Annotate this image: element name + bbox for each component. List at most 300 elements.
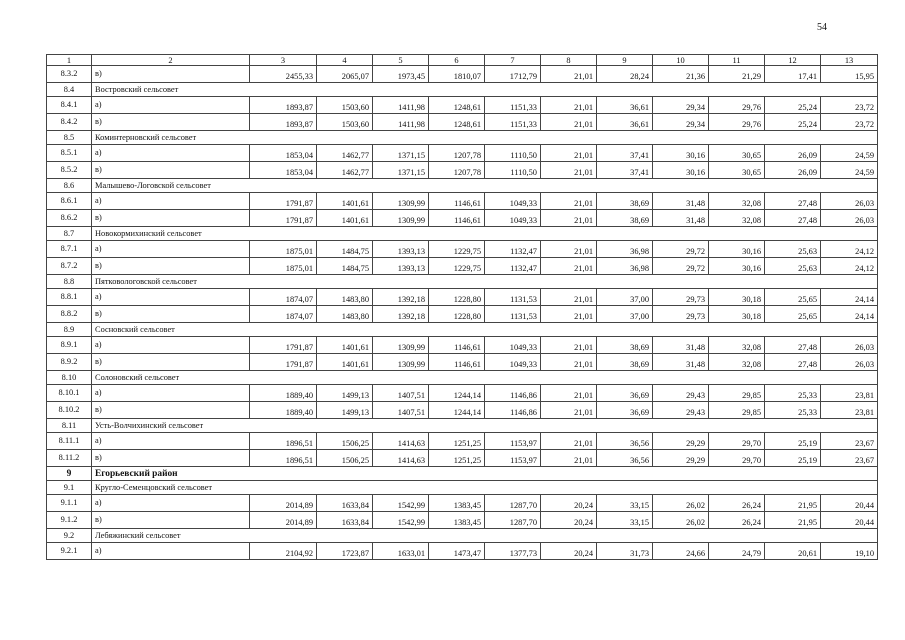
value-cell: 1401,61 [317,337,373,354]
value-cell: 26,03 [821,337,878,354]
value-cell: 1542,99 [373,495,429,512]
value-cell: 15,95 [821,66,878,83]
value-cell: 21,01 [541,450,597,467]
section-header-row [47,83,878,97]
value-cell: 1414,63 [373,433,429,450]
value-cell: 23,81 [821,402,878,419]
value-cell: 24,12 [821,241,878,258]
value-cell: 1309,99 [373,354,429,371]
value-cell: 29,43 [653,385,709,402]
table-row [47,354,878,371]
column-header: 7 [485,55,541,66]
value-cell: 1462,77 [317,145,373,162]
section-name: Востровский сельсовет [92,83,878,97]
value-cell: 1483,80 [317,289,373,306]
value-cell: 1473,47 [429,543,485,560]
value-cell: 21,01 [541,306,597,323]
value-cell: 1791,87 [250,210,317,227]
value-cell: 1407,51 [373,385,429,402]
table-row [47,495,878,512]
row-label: а) [92,543,250,560]
value-cell: 1893,87 [250,97,317,114]
value-cell: 17,41 [765,66,821,83]
value-cell: 26,03 [821,193,878,210]
value-cell: 21,29 [709,66,765,83]
section-code: 8.6 [47,179,92,193]
value-cell: 1853,04 [250,162,317,179]
value-cell: 37,00 [597,289,653,306]
value-cell: 1506,25 [317,450,373,467]
value-cell: 1484,75 [317,241,373,258]
value-cell: 1146,61 [429,210,485,227]
value-cell: 1499,13 [317,385,373,402]
section-header-row [47,419,878,433]
row-label: а) [92,145,250,162]
value-cell: 32,08 [709,210,765,227]
value-cell: 37,41 [597,162,653,179]
value-cell: 21,01 [541,193,597,210]
value-cell: 37,41 [597,145,653,162]
value-cell: 30,65 [709,162,765,179]
table-row [47,306,878,323]
value-cell: 1146,86 [485,385,541,402]
column-header: 10 [653,55,709,66]
value-cell: 1110,50 [485,145,541,162]
value-cell: 30,18 [709,289,765,306]
section-name: Пятковологовской сельсовет [92,275,878,289]
column-header: 3 [250,55,317,66]
value-cell: 1503,60 [317,114,373,131]
value-cell: 29,70 [709,433,765,450]
value-cell: 1810,07 [429,66,485,83]
value-cell: 1049,33 [485,210,541,227]
row-code: 8.11.1 [47,433,92,450]
value-cell: 1110,50 [485,162,541,179]
value-cell: 20,44 [821,512,878,529]
row-label: в) [92,114,250,131]
table-row [47,450,878,467]
value-cell: 30,16 [653,162,709,179]
value-cell: 1248,61 [429,114,485,131]
value-cell: 24,12 [821,258,878,275]
value-cell: 2065,07 [317,66,373,83]
value-cell: 1896,51 [250,450,317,467]
value-cell: 21,01 [541,210,597,227]
value-cell: 36,56 [597,433,653,450]
value-cell: 1371,15 [373,162,429,179]
section-name: Новокормихинский сельсовет [92,227,878,241]
value-cell: 24,66 [653,543,709,560]
value-cell: 21,01 [541,114,597,131]
value-cell: 1411,98 [373,97,429,114]
value-cell: 1633,01 [373,543,429,560]
value-cell: 38,69 [597,193,653,210]
value-cell: 2014,89 [250,495,317,512]
value-cell: 29,34 [653,114,709,131]
value-cell: 21,01 [541,66,597,83]
column-header: 1 [47,55,92,66]
value-cell: 25,19 [765,433,821,450]
value-cell: 24,14 [821,289,878,306]
value-cell: 1392,18 [373,289,429,306]
value-cell: 1151,33 [485,97,541,114]
row-code: 9.1.2 [47,512,92,529]
table-row [47,193,878,210]
row-code: 9.2.1 [47,543,92,560]
value-cell: 23,81 [821,385,878,402]
section-name: Сосновский сельсовет [92,323,878,337]
row-label: в) [92,66,250,83]
value-cell: 36,69 [597,402,653,419]
row-label: в) [92,258,250,275]
value-cell: 20,24 [541,495,597,512]
value-cell: 1244,14 [429,385,485,402]
value-cell: 30,65 [709,145,765,162]
value-cell: 38,69 [597,354,653,371]
row-code: 8.8.2 [47,306,92,323]
section-name: Усть-Волчихинский сельсовет [92,419,878,433]
value-cell: 1484,75 [317,258,373,275]
section-code: 8.5 [47,131,92,145]
value-cell: 23,72 [821,114,878,131]
row-label: в) [92,306,250,323]
row-code: 8.4.2 [47,114,92,131]
value-cell: 1853,04 [250,145,317,162]
section-code: 9.2 [47,529,92,543]
value-cell: 1229,75 [429,241,485,258]
row-label: а) [92,337,250,354]
value-cell: 1309,99 [373,193,429,210]
value-cell: 1401,61 [317,210,373,227]
value-cell: 27,48 [765,354,821,371]
value-cell: 1791,87 [250,337,317,354]
value-cell: 21,01 [541,241,597,258]
section-header-row [47,481,878,495]
value-cell: 29,76 [709,114,765,131]
value-cell: 21,95 [765,495,821,512]
value-cell: 1146,86 [485,402,541,419]
value-cell: 1207,78 [429,162,485,179]
section-code: 8.10 [47,371,92,385]
value-cell: 1049,33 [485,354,541,371]
row-label: а) [92,193,250,210]
value-cell: 25,33 [765,385,821,402]
value-cell: 29,73 [653,306,709,323]
row-code: 8.5.1 [47,145,92,162]
table-row [47,66,878,83]
value-cell: 25,63 [765,258,821,275]
value-cell: 24,14 [821,306,878,323]
table-row [47,512,878,529]
value-cell: 1228,80 [429,289,485,306]
value-cell: 1875,01 [250,241,317,258]
row-label: а) [92,495,250,512]
table-row [47,543,878,560]
value-cell: 36,61 [597,114,653,131]
value-cell: 20,44 [821,495,878,512]
value-cell: 1542,99 [373,512,429,529]
section-code: 8.11 [47,419,92,433]
row-label: а) [92,385,250,402]
value-cell: 1207,78 [429,145,485,162]
value-cell: 1712,79 [485,66,541,83]
value-cell: 1483,80 [317,306,373,323]
value-cell: 29,29 [653,450,709,467]
value-cell: 25,65 [765,306,821,323]
section-code: 9 [47,467,92,481]
value-cell: 29,85 [709,385,765,402]
value-cell: 1411,98 [373,114,429,131]
section-name: Кругло-Семенцовский сельсовет [92,481,878,495]
value-cell: 1146,61 [429,354,485,371]
value-cell: 33,15 [597,512,653,529]
value-cell: 1153,97 [485,450,541,467]
value-cell: 32,08 [709,193,765,210]
value-cell: 21,01 [541,258,597,275]
value-cell: 21,01 [541,162,597,179]
column-header: 11 [709,55,765,66]
section-name: Коминтерновский сельсовет [92,131,878,145]
value-cell: 31,48 [653,337,709,354]
value-cell: 29,73 [653,289,709,306]
value-cell: 1244,14 [429,402,485,419]
value-cell: 1893,87 [250,114,317,131]
value-cell: 1251,25 [429,433,485,450]
value-cell: 21,01 [541,289,597,306]
value-cell: 25,33 [765,402,821,419]
row-code: 8.11.2 [47,450,92,467]
row-code: 8.7.2 [47,258,92,275]
value-cell: 27,48 [765,337,821,354]
value-cell: 30,16 [709,258,765,275]
value-cell: 1153,97 [485,433,541,450]
value-cell: 31,73 [597,543,653,560]
value-cell: 36,61 [597,97,653,114]
column-header: 9 [597,55,653,66]
value-cell: 27,48 [765,193,821,210]
value-cell: 37,00 [597,306,653,323]
value-cell: 1251,25 [429,450,485,467]
value-cell: 1874,07 [250,289,317,306]
district-header-row [47,467,878,481]
value-cell: 26,24 [709,512,765,529]
value-cell: 31,48 [653,193,709,210]
table-row [47,114,878,131]
value-cell: 1377,73 [485,543,541,560]
value-cell: 30,16 [709,241,765,258]
value-cell: 26,09 [765,145,821,162]
section-code: 8.9 [47,323,92,337]
column-header: 12 [765,55,821,66]
section-header-row [47,131,878,145]
section-header-row [47,227,878,241]
column-header: 5 [373,55,429,66]
row-code: 8.9.2 [47,354,92,371]
row-code: 8.8.1 [47,289,92,306]
column-header: 8 [541,55,597,66]
value-cell: 1287,70 [485,512,541,529]
value-cell: 21,01 [541,433,597,450]
value-cell: 1875,01 [250,258,317,275]
value-cell: 25,19 [765,450,821,467]
value-cell: 1401,61 [317,193,373,210]
value-cell: 1132,47 [485,241,541,258]
row-label: в) [92,450,250,467]
row-code: 8.10.1 [47,385,92,402]
value-cell: 1132,47 [485,258,541,275]
value-cell: 20,24 [541,543,597,560]
value-cell: 1407,51 [373,402,429,419]
value-cell: 1499,13 [317,402,373,419]
value-cell: 26,03 [821,354,878,371]
value-cell: 26,02 [653,512,709,529]
value-cell: 1248,61 [429,97,485,114]
value-cell: 21,95 [765,512,821,529]
value-cell: 29,85 [709,402,765,419]
column-header: 6 [429,55,485,66]
value-cell: 29,29 [653,433,709,450]
value-cell: 38,69 [597,337,653,354]
row-label: а) [92,241,250,258]
value-cell: 1049,33 [485,193,541,210]
table-row [47,433,878,450]
value-cell: 29,70 [709,450,765,467]
value-cell: 30,18 [709,306,765,323]
value-cell: 30,16 [653,145,709,162]
row-label: а) [92,289,250,306]
value-cell: 1633,84 [317,495,373,512]
tariff-table [46,54,878,560]
value-cell: 25,63 [765,241,821,258]
value-cell: 1723,87 [317,543,373,560]
district-name: Егорьевский район [92,467,878,481]
value-cell: 21,01 [541,145,597,162]
value-cell: 32,08 [709,354,765,371]
value-cell: 23,72 [821,97,878,114]
value-cell: 1383,45 [429,512,485,529]
section-name: Солоновский сельсовет [92,371,878,385]
value-cell: 23,67 [821,450,878,467]
section-code: 9.1 [47,481,92,495]
section-header-row [47,371,878,385]
value-cell: 1973,45 [373,66,429,83]
value-cell: 1049,33 [485,337,541,354]
value-cell: 1309,99 [373,337,429,354]
value-cell: 26,09 [765,162,821,179]
value-cell: 23,67 [821,433,878,450]
value-cell: 21,36 [653,66,709,83]
value-cell: 1393,13 [373,241,429,258]
value-cell: 1503,60 [317,97,373,114]
row-code: 8.6.2 [47,210,92,227]
section-header-row [47,179,878,193]
column-header: 4 [317,55,373,66]
value-cell: 1287,70 [485,495,541,512]
section-header-row [47,275,878,289]
value-cell: 1131,53 [485,306,541,323]
page-number: 54 [817,22,827,33]
value-cell: 1896,51 [250,433,317,450]
value-cell: 1383,45 [429,495,485,512]
section-header-row [47,529,878,543]
value-cell: 1146,61 [429,193,485,210]
value-cell: 1392,18 [373,306,429,323]
value-cell: 21,01 [541,385,597,402]
table-row [47,162,878,179]
row-label: а) [92,433,250,450]
value-cell: 1309,99 [373,210,429,227]
value-cell: 26,02 [653,495,709,512]
table-row [47,241,878,258]
value-cell: 21,01 [541,337,597,354]
value-cell: 27,48 [765,210,821,227]
value-cell: 32,08 [709,337,765,354]
value-cell: 1414,63 [373,450,429,467]
column-header-row [47,55,878,66]
value-cell: 36,98 [597,258,653,275]
table-row [47,97,878,114]
value-cell: 1874,07 [250,306,317,323]
row-code: 8.3.2 [47,66,92,83]
row-label: в) [92,162,250,179]
value-cell: 26,03 [821,210,878,227]
row-label: в) [92,402,250,419]
row-code: 8.7.1 [47,241,92,258]
value-cell: 1393,13 [373,258,429,275]
value-cell: 25,65 [765,289,821,306]
row-code: 8.4.1 [47,97,92,114]
table-row [47,289,878,306]
row-label: в) [92,512,250,529]
value-cell: 1791,87 [250,193,317,210]
value-cell: 25,24 [765,114,821,131]
section-code: 8.4 [47,83,92,97]
value-cell: 33,15 [597,495,653,512]
value-cell: 26,24 [709,495,765,512]
value-cell: 1791,87 [250,354,317,371]
section-code: 8.7 [47,227,92,241]
value-cell: 1371,15 [373,145,429,162]
row-code: 9.1.1 [47,495,92,512]
section-code: 8.8 [47,275,92,289]
value-cell: 31,48 [653,210,709,227]
value-cell: 29,43 [653,402,709,419]
value-cell: 1229,75 [429,258,485,275]
table-row [47,402,878,419]
value-cell: 24,59 [821,145,878,162]
table-row [47,258,878,275]
value-cell: 36,56 [597,450,653,467]
value-cell: 2104,92 [250,543,317,560]
table-row [47,385,878,402]
value-cell: 1633,84 [317,512,373,529]
value-cell: 1889,40 [250,402,317,419]
value-cell: 24,59 [821,162,878,179]
value-cell: 1462,77 [317,162,373,179]
row-label: в) [92,354,250,371]
value-cell: 31,48 [653,354,709,371]
table-row [47,145,878,162]
value-cell: 25,24 [765,97,821,114]
value-cell: 20,61 [765,543,821,560]
value-cell: 2014,89 [250,512,317,529]
row-label: в) [92,210,250,227]
value-cell: 21,01 [541,97,597,114]
section-name: Лебяжинский сельсовет [92,529,878,543]
value-cell: 1506,25 [317,433,373,450]
value-cell: 19,10 [821,543,878,560]
value-cell: 36,98 [597,241,653,258]
